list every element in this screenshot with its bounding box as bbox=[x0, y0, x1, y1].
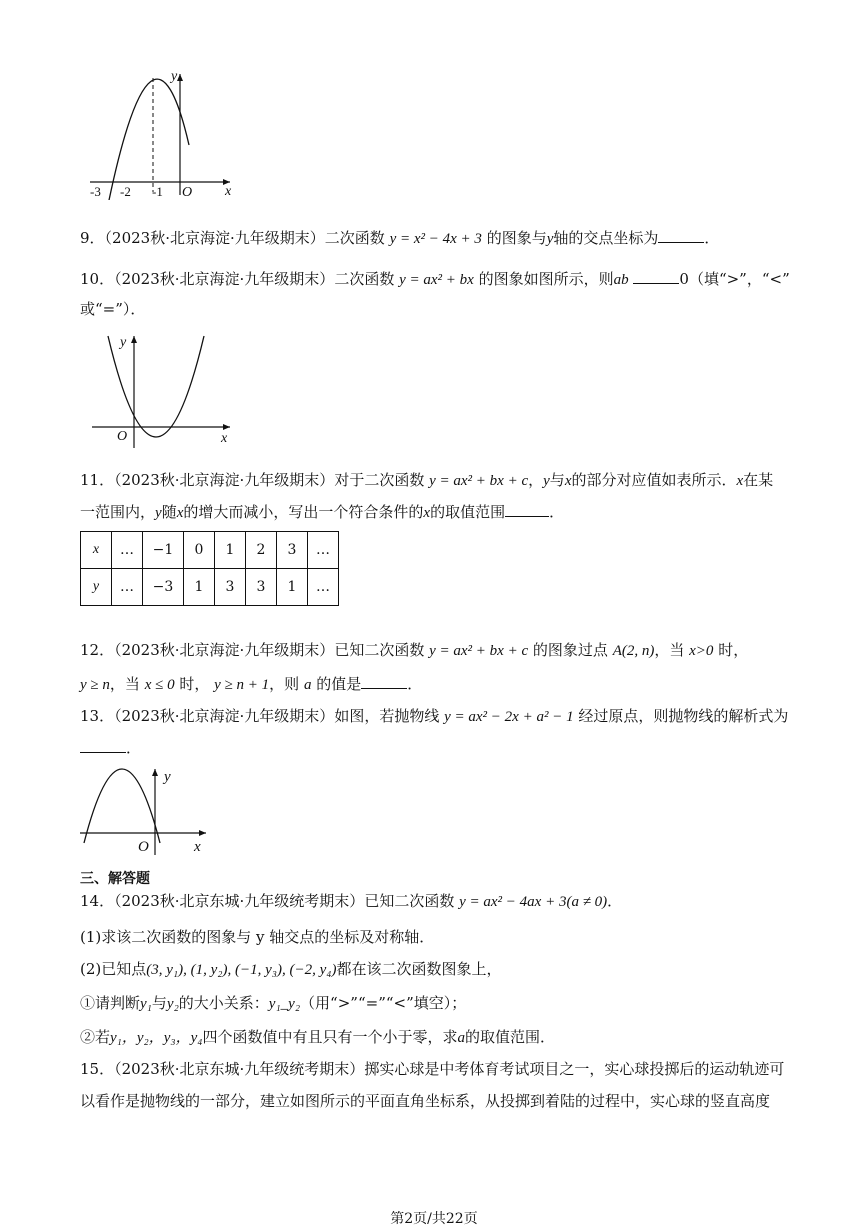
q12-text: ，则 bbox=[269, 675, 300, 693]
table-cell: 1 bbox=[277, 569, 308, 606]
q10-text: 二次函数 bbox=[334, 270, 395, 288]
table-cell: 3 bbox=[246, 569, 277, 606]
q13-text: ． bbox=[126, 739, 142, 757]
table-cell: … bbox=[308, 569, 339, 606]
q12-text: 已知二次函数 bbox=[334, 641, 425, 659]
question-15-line2: 以看作是抛物线的一部分，建立如图所示的平面直角坐标系，从投掷到着陆的过程中，实心球的竖直高度 bbox=[80, 1092, 771, 1110]
q11-text: 与 bbox=[549, 471, 565, 489]
q14-vars: y₁，y₂，y₃，y₄ bbox=[110, 1030, 203, 1046]
q12-condition: x>0 bbox=[689, 643, 714, 659]
q11-formula: y = ax² + bx + c bbox=[429, 473, 529, 489]
table-cell: … bbox=[112, 532, 143, 569]
q9-text: ． bbox=[704, 229, 720, 247]
q14-number: 14． bbox=[80, 892, 115, 910]
graph-q13-x-label: x bbox=[194, 839, 201, 855]
table-cell: 1 bbox=[215, 532, 246, 569]
q9-number: 9． bbox=[80, 229, 105, 247]
q9-source: （2023秋·北京海淀·九年级期末） bbox=[104, 229, 325, 247]
q10-source: （2023秋·北京海淀·九年级期末） bbox=[114, 270, 335, 288]
q10-var: ab bbox=[613, 272, 629, 288]
q14-text: 四个函数值中有且只有一个小于零，求 bbox=[202, 1028, 458, 1046]
table-cell: 3 bbox=[277, 532, 308, 569]
q13-text: 经过原点，则抛物线的解析式为 bbox=[578, 707, 789, 725]
q12-condition: y ≥ n + 1 bbox=[214, 677, 270, 693]
table-cell: 1 bbox=[184, 569, 215, 606]
q14-var: y₂ bbox=[166, 996, 179, 1012]
graph-q13 bbox=[78, 765, 218, 857]
q11-text: 一范围内， bbox=[80, 503, 156, 521]
q11-var: y bbox=[155, 505, 162, 521]
q12-source: （2023秋·北京海淀·九年级期末） bbox=[114, 641, 335, 659]
question-11 bbox=[80, 469, 773, 492]
q10-formula: y = ax² + bx bbox=[399, 272, 474, 288]
question-14 bbox=[80, 890, 622, 913]
q11-text: ． bbox=[549, 503, 565, 521]
q10-text: 0（填“>”，“<” bbox=[679, 270, 790, 288]
q13-number: 13． bbox=[80, 707, 115, 725]
question-12 bbox=[80, 639, 748, 662]
q14-text: ②若 bbox=[80, 1028, 111, 1046]
q12-text: 的值是 bbox=[316, 675, 362, 693]
graph-q10-y-label: y bbox=[120, 335, 127, 350]
table-cell: … bbox=[308, 532, 339, 569]
q14-text: 都在该二次函数图象上， bbox=[336, 960, 502, 978]
table-cell: … bbox=[112, 569, 143, 606]
q14-text: 的取值范围． bbox=[465, 1028, 556, 1046]
q10-text: 的图象如图所示，则 bbox=[478, 270, 614, 288]
q14-text: (2)已知点 bbox=[80, 960, 147, 978]
question-13 bbox=[80, 705, 788, 728]
question-13-line2 bbox=[80, 736, 141, 759]
q12-condition: y ≥ n bbox=[80, 677, 110, 693]
q11-answer-blank[interactable] bbox=[505, 500, 549, 517]
q14-part1: (1)求该二次函数的图象与 y 轴交点的坐标及对称轴． bbox=[80, 928, 435, 946]
q9-text: 二次函数 bbox=[324, 229, 385, 247]
q9-text: 的图象与 bbox=[486, 229, 547, 247]
q14-part2 bbox=[80, 958, 501, 981]
q9-var: y bbox=[546, 231, 554, 247]
q11-text: 随 bbox=[161, 503, 177, 521]
q12-text: 的图象过点 bbox=[532, 641, 608, 659]
q11-var: x bbox=[423, 505, 431, 521]
q15-source: （2023秋·北京东城·九年级统考期末） bbox=[114, 1060, 365, 1078]
q14-compare-blank[interactable]: y₁_y₂ bbox=[268, 996, 301, 1012]
table-cell: 2 bbox=[246, 532, 277, 569]
graph-q8-tick-m3: -3 bbox=[90, 184, 101, 199]
question-9 bbox=[80, 226, 719, 250]
q11-text: 的增大而减小，写出一个符合条件的 bbox=[183, 503, 424, 521]
graph-q8-origin: O bbox=[182, 185, 193, 200]
q13-text: 如图，若抛物线 bbox=[334, 707, 440, 725]
q14-var: a bbox=[457, 1030, 466, 1046]
q14-text: （用“>”“=”“<”填空）； bbox=[300, 994, 467, 1012]
q14-text: 已知二次函数 bbox=[364, 892, 455, 910]
q11-var: x bbox=[564, 473, 572, 489]
q12-number: 12． bbox=[80, 641, 115, 659]
page-number: 第2页/共22页 bbox=[390, 1211, 478, 1227]
q15-number: 15． bbox=[80, 1060, 115, 1078]
table-cell: x bbox=[81, 532, 112, 569]
q14-var: y₁ bbox=[140, 996, 152, 1012]
q14-source: （2023秋·北京东城·九年级统考期末） bbox=[114, 892, 365, 910]
table-cell: −1 bbox=[143, 532, 184, 569]
table-cell: 3 bbox=[215, 569, 246, 606]
q11-text: 的部分对应值如表所示． bbox=[571, 471, 737, 489]
q13-source: （2023秋·北京海淀·九年级期末） bbox=[114, 707, 335, 725]
q15-text: 掷实心球是中考体育考试项目之一，实心球投掷后的运动轨迹可 bbox=[364, 1060, 785, 1078]
q11-var: x bbox=[736, 473, 744, 489]
graph-q10-origin: O bbox=[117, 429, 128, 444]
q11-text: 在某 bbox=[743, 471, 774, 489]
q12-text: ，当 bbox=[109, 675, 140, 693]
q14-text: ①请判断 bbox=[80, 994, 141, 1012]
q11-var: y bbox=[543, 473, 550, 489]
q13-answer-blank[interactable] bbox=[80, 736, 126, 753]
q12-condition: x ≤ 0 bbox=[144, 677, 175, 693]
q12-point: A(2, n) bbox=[612, 643, 655, 659]
graph-q10 bbox=[88, 332, 238, 450]
q13-formula: y = ax² − 2x + a² − 1 bbox=[444, 709, 574, 725]
q12-text: ． bbox=[407, 675, 423, 693]
table-cell: 0 bbox=[184, 532, 215, 569]
question-12-line2 bbox=[80, 672, 422, 696]
q9-text: 轴的交点坐标为 bbox=[553, 229, 659, 247]
q12-text: ，当 bbox=[654, 641, 685, 659]
q10-answer-blank[interactable] bbox=[633, 267, 679, 284]
q11-number: 11． bbox=[80, 471, 115, 489]
graph-q8-x-label: x bbox=[225, 184, 232, 199]
q9-formula: y = x² − 4x + 3 bbox=[389, 231, 482, 247]
q11-text: 对于二次函数 bbox=[334, 471, 425, 489]
graph-q13-origin: O bbox=[138, 839, 149, 855]
graph-q13-y-label: y bbox=[164, 769, 171, 785]
q9-answer-blank[interactable] bbox=[658, 226, 704, 243]
q12-formula: y = ax² + bx + c bbox=[429, 643, 529, 659]
q14-text: 与 bbox=[151, 994, 167, 1012]
table-row bbox=[81, 532, 339, 569]
table-row bbox=[81, 569, 339, 606]
q12-text: 时， bbox=[718, 641, 749, 659]
table-cell: y bbox=[81, 569, 112, 606]
q11-text: ， bbox=[528, 471, 544, 489]
q14-subpart1 bbox=[80, 992, 466, 1015]
q11-value-table bbox=[80, 531, 339, 606]
q14-text: 的大小关系： bbox=[178, 994, 269, 1012]
q14-subpart2 bbox=[80, 1026, 555, 1049]
q12-answer-blank[interactable] bbox=[361, 672, 407, 689]
graph-q8 bbox=[80, 60, 250, 200]
q11-source: （2023秋·北京海淀·九年级期末） bbox=[114, 471, 335, 489]
question-11-line2 bbox=[80, 500, 564, 524]
question-10 bbox=[80, 267, 790, 291]
graph-q8-tick-m1: -1 bbox=[152, 184, 163, 199]
q14-formula: y = ax² − 4ax + 3(a ≠ 0) bbox=[459, 894, 608, 910]
q12-var: a bbox=[303, 677, 312, 693]
q14-text: ． bbox=[607, 892, 623, 910]
q10-number: 10． bbox=[80, 270, 115, 288]
graph-q8-y-label: y bbox=[171, 69, 178, 84]
q11-var: x bbox=[176, 505, 184, 521]
graph-q10-x-label: x bbox=[221, 431, 228, 446]
q11-text: 的取值范围 bbox=[430, 503, 506, 521]
section-title: 三、解答题 bbox=[80, 871, 150, 887]
question-15 bbox=[80, 1058, 784, 1080]
graph-q8-tick-m2: -2 bbox=[120, 184, 131, 199]
question-10-line2: 或“=”）． bbox=[80, 300, 146, 318]
table-cell: −3 bbox=[143, 569, 184, 606]
q12-text: 时， bbox=[179, 675, 210, 693]
q14-points: (3, y₁), (1, y₂), (−1, y₃), (−2, y₄) bbox=[146, 962, 337, 978]
